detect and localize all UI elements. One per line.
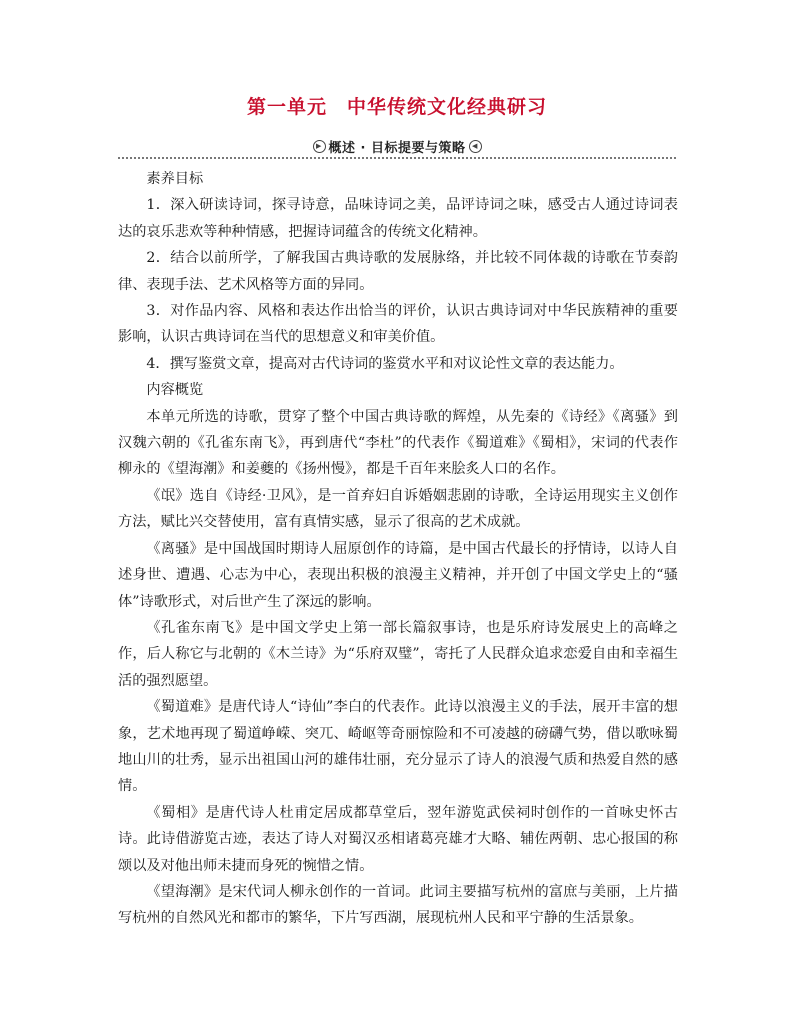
goal-item: 3．对作品内容、风格和表达作出恰当的评价，认识古典诗词对中华民族精神的重要影响，认识古典诗词在当代的思想意义和审美价值。: [118, 303, 678, 346]
overview-paragraph: 本单元所选的诗歌，贯穿了整个中国古典诗歌的辉煌，从先秦的《诗经》《离骚》到汉魏六朝的《孔雀东南飞》，再到唐代“李杜”的代表作《蜀道难》《蜀相》，宋词的代表作柳永的《望海潮》和姜夔的《扬州慢》，都是千百年来脍炙人口的名作。: [118, 408, 678, 478]
goals-heading: 素养目标: [146, 171, 204, 187]
overview-paragraph: 《孔雀东南飞》是中国文学史上第一部长篇叙事诗，也是乐府诗发展史上的高峰之作，后人称它与北朝的《木兰诗》为“乐府双璧”，寄托了人民群众追求恋爱自由和幸福生活的强烈愿望。: [118, 619, 678, 689]
section-banner: [0, 135, 794, 157]
page-title: 第一单元 中华传统文化经典研习: [246, 96, 547, 118]
overview-paragraph: 《蜀相》是唐代诗人杜甫定居成都草堂后，翌年游览武侯祠时创作的一首咏史怀古诗。此诗借游览古迹，表达了诗人对蜀汉丞相诸葛亮雄才大略、辅佐两朝、忠心报国的称颂以及对他出师未捷而身死的惋惜之情。: [118, 804, 678, 874]
banner-label: 概述 · 目标提要与策略: [328, 140, 466, 156]
arrow-right-icon: ▶: [313, 140, 326, 153]
goal-item: 4．撰写鉴赏文章，提高对古代诗词的鉴赏水平和对议论性文章的表达能力。: [146, 355, 624, 372]
dotted-divider: [118, 157, 676, 159]
overview-paragraph: 《望海潮》是宋代词人柳永创作的一首词。此词主要描写杭州的富庶与美丽，上片描写杭州的自然风光和都市的繁华，下片写西湖，展现杭州人民和平宁静的生活景象。: [118, 883, 678, 927]
arrow-left-icon: ◀: [469, 140, 482, 153]
overview-paragraph: 《离骚》是中国战国时期诗人屈原创作的诗篇，是中国古代最长的抒情诗，以诗人自述身世、遭遇、心志为中心，表现出积极的浪漫主义精神，并开创了中国文学史上的“骚体”诗歌形式，对后世产生了深远的影响。: [118, 540, 678, 610]
goal-item: 1．深入研读诗词，探寻诗意，品味诗词之美，品评诗词之味，感受古人通过诗词表达的哀乐悲欢等种种情感，把握诗词蕴含的传统文化精神。: [118, 197, 678, 240]
overview-paragraph: 《氓》选自《诗经·卫风》，是一首弃妇自诉婚姻悲剧的诗歌，全诗运用现实主义创作方法，赋比兴交替使用，富有真情实感，显示了很高的艺术成就。: [118, 487, 678, 531]
overview-paragraph: 《蜀道难》是唐代诗人“诗仙”李白的代表作。此诗以浪漫主义的手法，展开丰富的想象，艺术地再现了蜀道峥嵘、突兀、崎岖等奇丽惊险和不可凌越的磅礴气势，借以歌咏蜀地山川的壮秀，显示出祖国山河的雄伟壮丽，充分显示了诗人的浪漫气质和热爱自然的感情。: [118, 699, 678, 795]
goal-item: 2．结合以前所学，了解我国古典诗歌的发展脉络，并比较不同体裁的诗歌在节奏韵律、表现手法、艺术风格等方面的异同。: [118, 250, 678, 293]
document-body: [118, 166, 678, 932]
overview-heading: 内容概览: [146, 382, 204, 399]
